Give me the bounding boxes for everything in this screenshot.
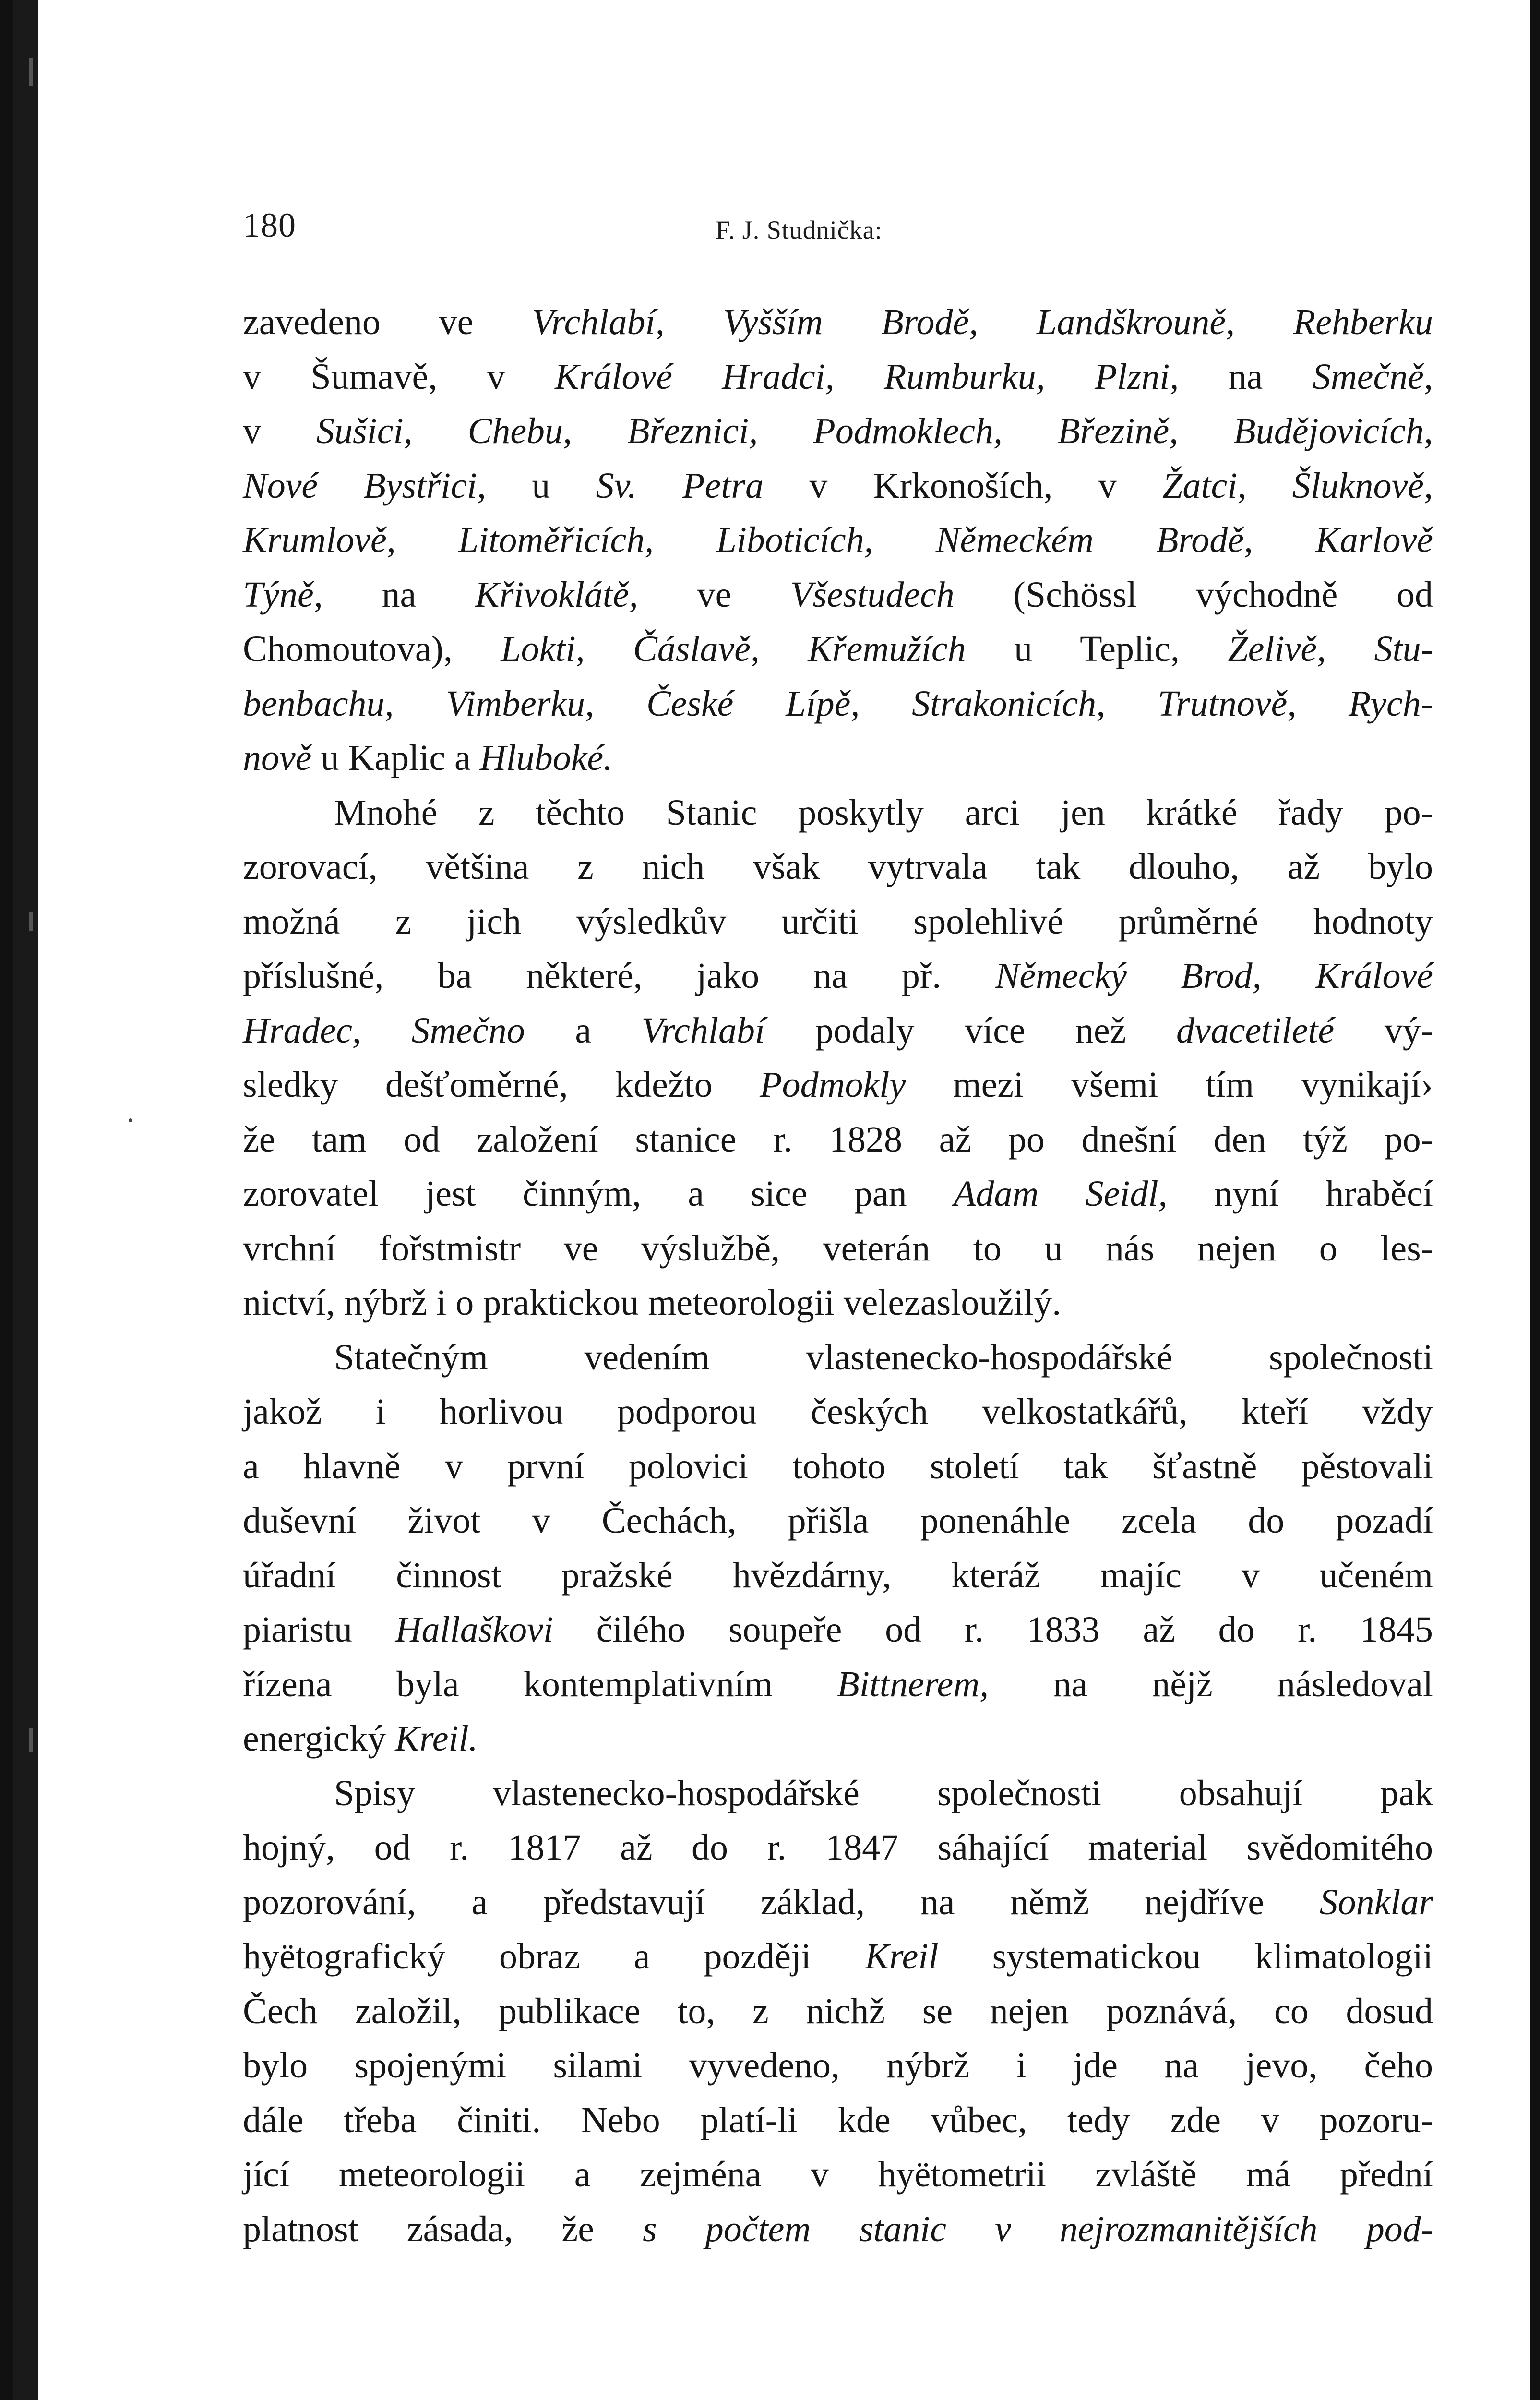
italic-text: Kreil. xyxy=(395,1718,478,1759)
text-run: u Kaplic a xyxy=(311,738,480,778)
edge-mark xyxy=(29,1728,33,1752)
text-run: pozorování, a představují základ, na němž nejdříve xyxy=(243,1882,1320,1922)
text-line xyxy=(243,1766,1433,1821)
text-line xyxy=(243,1113,1433,1167)
text-line xyxy=(243,350,1433,405)
italic-text: Křivoklátě, xyxy=(475,574,638,615)
text-line xyxy=(243,2202,1433,2257)
body-text xyxy=(243,295,1433,2256)
italic-text: Týně, xyxy=(243,574,323,615)
text-run: v xyxy=(243,411,317,451)
text-line xyxy=(243,2093,1433,2148)
text-line xyxy=(243,1657,1433,1712)
text-run: nictví, nýbrž i o praktickou meteorologii velezasloužilý. xyxy=(243,1283,1062,1323)
text-run: duševní život v Čechách, přišla ponenáhle zcela do pozadí xyxy=(243,1500,1433,1541)
text-run: dále třeba činiti. Nebo platí-li kde vůbec, tedy zde v pozoru- xyxy=(243,2100,1433,2140)
text-run: platnost zásada, že xyxy=(243,2208,643,2249)
text-run: a hlavně v první polovici tohoto století tak šťastně pěstovali xyxy=(243,1446,1433,1487)
text-line xyxy=(243,2039,1433,2093)
text-run: hojný, od r. 1817 až do r. 1847 sáhající material svědomitého xyxy=(243,1827,1433,1868)
text-run: Spisy vlastenecko-hospodářské společnosti obsahují pak xyxy=(334,1773,1433,1813)
italic-text: nově xyxy=(243,738,312,778)
text-run: Čech založil, publikace to, z nichž se nejen poznává, co dosud xyxy=(243,1991,1433,2031)
text-run: na xyxy=(322,574,475,615)
italic-text: Hallaškovi xyxy=(395,1609,553,1650)
italic-text: Sonklar xyxy=(1319,1882,1433,1922)
text-run: příslušné, ba některé, jako na př. xyxy=(243,956,995,996)
italic-text: s počtem stanic v nejrozmanitějších pod- xyxy=(643,2208,1433,2249)
text-line xyxy=(243,404,1433,459)
page-binding-edge xyxy=(13,0,38,2400)
text-run: energický xyxy=(243,1718,395,1759)
text-line xyxy=(243,1058,1433,1113)
text-run: na nějž následoval xyxy=(989,1664,1433,1704)
text-line xyxy=(243,949,1433,1004)
text-run: ve xyxy=(638,574,790,615)
italic-text: Všestudech xyxy=(790,574,955,615)
text-run: Mnohé z těchto Stanic poskytly arci jen krátké řady po- xyxy=(334,792,1433,833)
text-line xyxy=(243,1548,1433,1603)
italic-text: Kreil xyxy=(865,1936,939,1977)
text-line xyxy=(243,1494,1433,1548)
italic-text: Vrchlabí, Vyšším Brodě, Landškrouně, Rehberku xyxy=(532,302,1433,342)
text-run: a xyxy=(525,1010,642,1051)
text-run: úřadní činnost pražské hvězdárny, kteráž majíc v učeném xyxy=(243,1555,1433,1596)
italic-text: Hradec, Smečno xyxy=(243,1010,525,1051)
page-header xyxy=(243,202,1433,264)
italic-text: Vrchlabí xyxy=(641,1010,765,1051)
text-run: nyní hraběcí xyxy=(1167,1174,1433,1214)
italic-text: Králové Hradci, Rumburku, Plzni, xyxy=(555,356,1179,397)
text-line xyxy=(243,1603,1433,1657)
text-run: Chomoutova), xyxy=(243,629,501,669)
text-line xyxy=(243,295,1433,350)
text-line xyxy=(243,622,1433,677)
text-run: bylo spojenými silami vyvedeno, nýbrž i jde na jevo, čeho xyxy=(243,2045,1433,2086)
text-run: mezi všemi tím vynikají› xyxy=(906,1065,1433,1105)
text-line xyxy=(243,840,1433,895)
italic-text: Smečně, xyxy=(1312,356,1433,397)
text-run: řízena byla kontemplativním xyxy=(243,1664,837,1704)
text-line xyxy=(243,677,1433,732)
text-run: vrchní fořstmistr ve výslužbě, veterán to u nás nejen o les- xyxy=(243,1228,1433,1269)
text-run: že tam od založení stanice r. 1828 až po dnešní den týž po- xyxy=(243,1119,1433,1160)
text-run: v Krkonoších, v xyxy=(763,465,1163,506)
text-line xyxy=(243,786,1433,840)
text-line xyxy=(243,1821,1433,1875)
text-run: podaly více než xyxy=(765,1010,1177,1051)
text-run: Statečným vedením vlastenecko-hospodářské společnosti xyxy=(334,1337,1433,1378)
text-line xyxy=(243,731,1433,786)
text-run: zorovací, většina z nich však vytrvala tak dlouho, až bylo xyxy=(243,847,1433,887)
italic-text: Bittnerem, xyxy=(837,1664,989,1704)
text-line xyxy=(243,1004,1433,1058)
book-page xyxy=(13,0,1530,2400)
italic-text: Adam Seidl, xyxy=(953,1174,1168,1214)
text-line xyxy=(243,1930,1433,1984)
italic-text: Žatci, Šluknově, xyxy=(1162,465,1433,506)
text-line xyxy=(243,513,1433,568)
text-run: hyëtografický obraz a později xyxy=(243,1936,865,1977)
text-run: jící meteorologii a zejména v hyëtometrii zvláště má přední xyxy=(243,2154,1433,2195)
text-run: u Teplic, xyxy=(966,629,1228,669)
italic-text: Krumlově, Litoměřicích, Liboticích, Německém Brodě, Karlově xyxy=(243,520,1433,560)
italic-text: benbachu, Vimberku, České Lípě, Strakonicích, Trutnově, Rych- xyxy=(243,683,1433,724)
italic-text: Sušici, Chebu, Březnici, Podmoklech, Březině, Budějovicích, xyxy=(316,411,1433,451)
text-run: zavedeno ve xyxy=(243,302,532,342)
text-run: piaristu xyxy=(243,1609,395,1650)
page-number: 180 xyxy=(243,206,296,244)
text-run: vý- xyxy=(1334,1010,1433,1051)
italic-text: dvacetileté xyxy=(1176,1010,1335,1051)
text-run: jakož i horlivou podporou českých velkostatkářů, kteří vždy xyxy=(243,1392,1433,1432)
text-line xyxy=(243,1984,1433,2039)
running-head: F. J. Studnička: xyxy=(716,216,883,244)
text-line xyxy=(243,1276,1433,1331)
italic-text: Lokti, Čáslavě, Křemužích xyxy=(501,629,966,669)
italic-text: Želivě, Stu- xyxy=(1228,629,1433,669)
text-line xyxy=(243,1440,1433,1494)
text-line xyxy=(243,895,1433,949)
text-line xyxy=(243,1712,1433,1766)
text-line xyxy=(243,1875,1433,1930)
italic-text: Podmokly xyxy=(760,1065,906,1105)
edge-mark xyxy=(29,58,33,86)
text-line xyxy=(243,1222,1433,1276)
scan-speck xyxy=(129,1118,132,1122)
text-line xyxy=(243,1385,1433,1440)
text-line xyxy=(243,2148,1433,2202)
text-run: na xyxy=(1179,356,1313,397)
text-run: zorovatel jest činným, a sice pan xyxy=(243,1174,954,1214)
italic-text: Hluboké. xyxy=(479,738,613,778)
text-run: v Šumavě, v xyxy=(243,356,555,397)
italic-text: Sv. Petra xyxy=(596,465,764,506)
text-run: (Schössl východně od xyxy=(954,574,1433,615)
edge-mark xyxy=(29,912,33,931)
text-run: systematickou klimatologii xyxy=(938,1936,1433,1977)
text-run: možná z jich výsledkův určiti spolehlivé průměrné hodnoty xyxy=(243,901,1433,942)
italic-text: Nové Bystřici, xyxy=(243,465,486,506)
text-line xyxy=(243,1167,1433,1222)
text-run: čilého soupeře od r. 1833 až do r. 1845 xyxy=(553,1609,1433,1650)
text-run: u xyxy=(486,465,596,506)
text-line xyxy=(243,568,1433,623)
italic-text: Německý Brod, Králové xyxy=(995,956,1433,996)
text-run: sledky dešťoměrné, kdežto xyxy=(243,1065,760,1105)
text-line xyxy=(243,459,1433,514)
text-line xyxy=(243,1331,1433,1385)
